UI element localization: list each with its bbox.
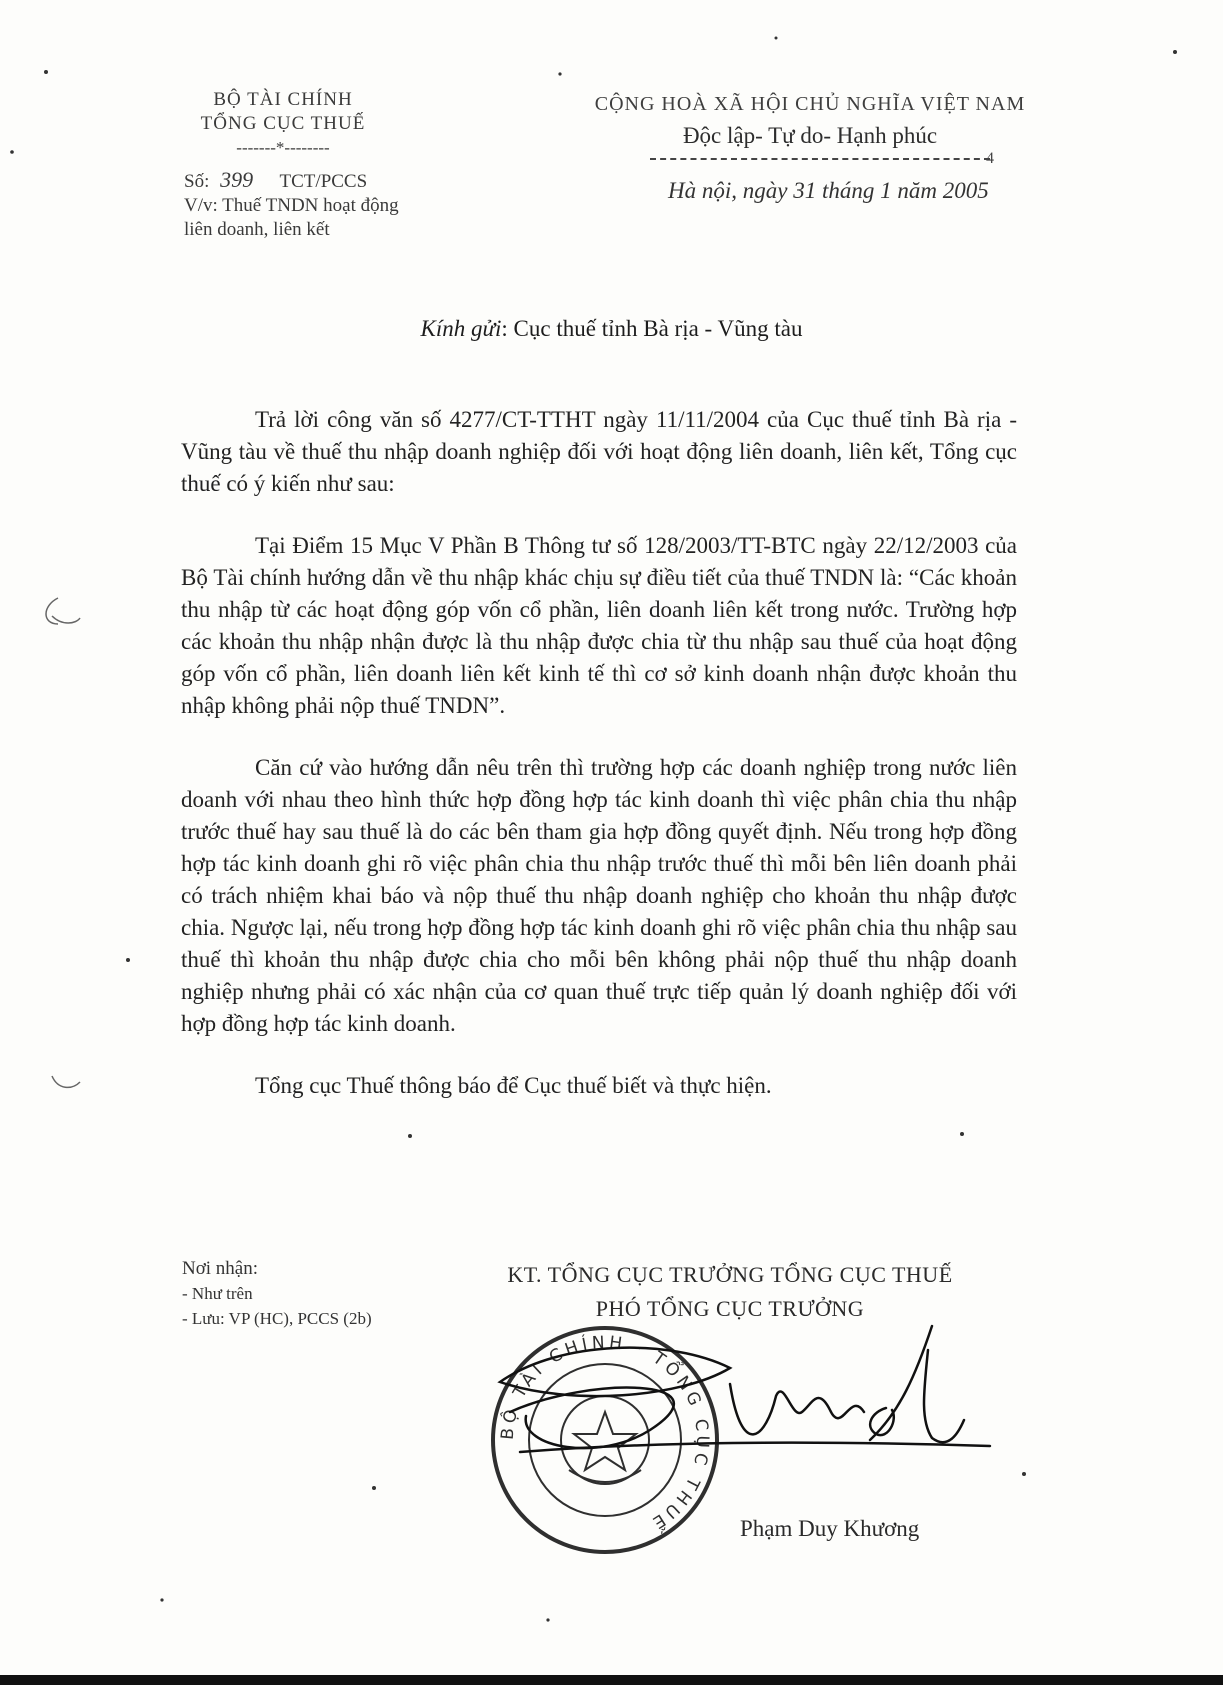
issue-date: Hà nội, ngày 31 tháng 1 năm 2005: [668, 178, 989, 203]
subject-line-1: V/v: Thuế TNDN hoạt động: [184, 195, 399, 216]
signature-title-line-2: PHÓ TỔNG CỤC TRƯỞNG: [595, 1296, 865, 1321]
stamp-ring-text: BỘ TÀI CHÍNH · TỔNG CỤC THUẾ: [497, 1332, 713, 1535]
receiver-item: - Như trên: [182, 1284, 253, 1303]
department-name: TỔNG CỤC THUẾ: [200, 113, 366, 134]
paragraph-regulation: Tại Điểm 15 Mục V Phần B Thông tư số 128/2003/TT-BTC ngày 22/12/2003 của Bộ Tài chính hướng dẫn về thu nhập khác chịu sự điều tiết của thuế TNDN là: “Các khoản thu nhập từ các hoạt động góp vốn cổ phần, liên doanh liên kết trong nước. Trường hợp các khoản thu nhập nhận được là thu nhập được chia từ thu nhập sau thuế của hoạt động góp vốn cổ phần, liên doanh liên kết kinh tế thì cơ sở kinh doanh nhận được khoản thu nhập không phải nộp thuế TNDN”.: [181, 533, 1017, 718]
motto: Độc lập- Tự do- Hạnh phúc: [682, 123, 938, 148]
number-value: 399: [220, 167, 254, 192]
nation-name: CỘNG HOÀ XÃ HỘI CHỦ NGHĨA VIỆT NAM: [594, 93, 1026, 115]
dash-mark: 4: [986, 150, 994, 167]
number-label: Số:: [184, 171, 210, 192]
paragraph-closing: Tổng cục Thuế thông báo để Cục thuế biết và thực hiện.: [255, 1073, 772, 1098]
receiver-item: - Lưu: VP (HC), PCCS (2b): [182, 1309, 372, 1328]
scan-border: [0, 1675, 1223, 1685]
signature-title-line-1: KT. TỔNG CỤC TRƯỞNG TỔNG CỤC THUẾ: [507, 1262, 953, 1287]
number-suffix: TCT/PCCS: [279, 171, 368, 192]
header-divider: -------*--------: [236, 138, 330, 157]
recipient-value: : Cục thuế tỉnh Bà rịa - Vũng tàu: [501, 316, 803, 341]
subject-line-2: liên doanh, liên kết: [184, 219, 330, 240]
recipient-label: Kính gửi: [420, 316, 502, 341]
signer-name: Phạm Duy Khương: [740, 1516, 920, 1541]
paragraph-reply: Trả lời công văn số 4277/CT-TTHT ngày 11/11/2004 của Cục thuế tỉnh Bà rịa - Vũng tàu về thuế thu nhập doanh nghiệp đối với hoạt động liên doanh, liên kết, Tổng cục thuế có ý kiến như sau:: [181, 407, 1017, 496]
ministry-name: BỘ TÀI CHÍNH: [213, 89, 353, 110]
receivers-label: Nơi nhận:: [182, 1258, 259, 1279]
paragraph-guidance: Căn cứ vào hướng dẫn nêu trên thì trường hợp các doanh nghiệp trong nước liên doanh với nhau theo hình thức hợp đồng hợp tác kinh doanh thì việc phân chia thu nhập trước thuế hay sau thuế là do các bên tham gia hợp đồng quyết định. Nếu trong hợp đồng hợp tác kinh doanh ghi rõ việc phân chia thu nhập trước thuế thì mỗi bên liên doanh phải có trách nhiệm khai báo và nộp thuế thu nhập doanh nghiệp cho khoản thu nhập được chia. Ngược lại, nếu trong hợp đồng hợp tác kinh doanh ghi rõ việc phân chia thu nhập sau thuế thì khoản thu nhập được chia cho mỗi bên không phải nộp thuế thu nhập doanh nghiệp nhưng phải có xác nhận của cơ quan thuế trực tiếp quản lý doanh nghiệp đối với hợp đồng hợp tác kinh doanh.: [181, 755, 1017, 1036]
